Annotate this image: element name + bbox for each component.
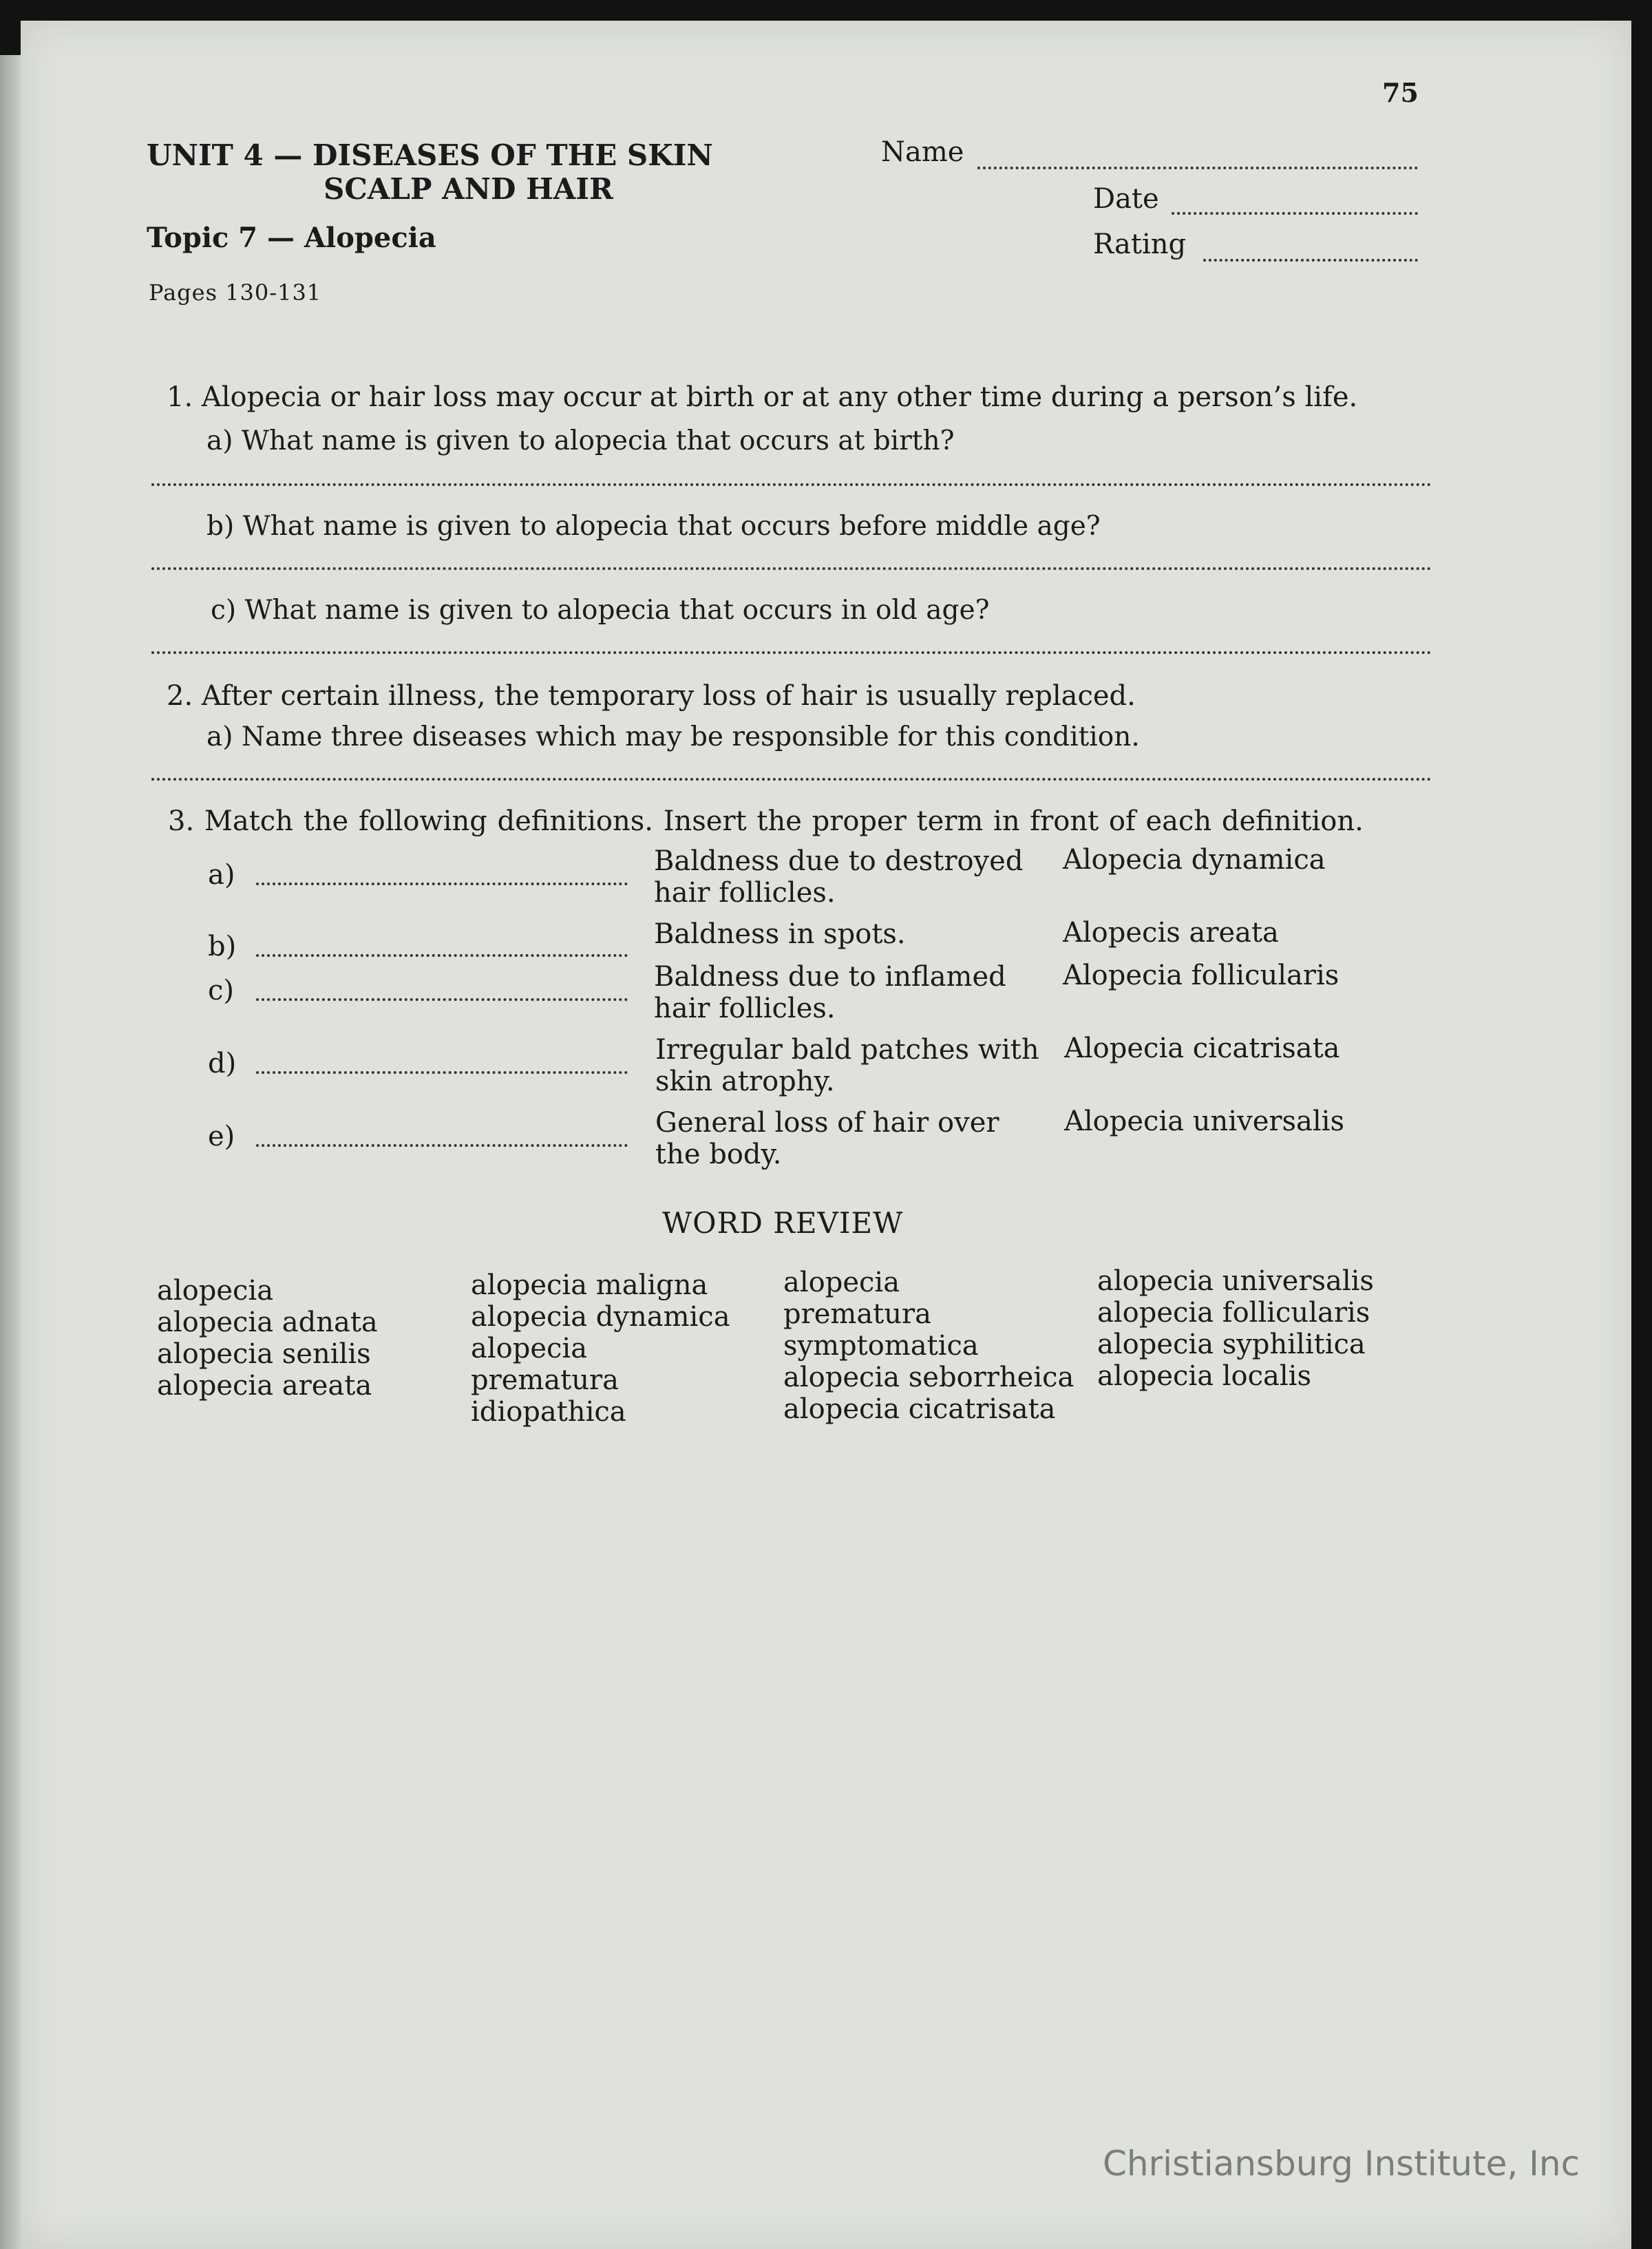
match-term: Alopecia dynamica bbox=[1063, 844, 1326, 876]
word-review-term: alopecia seborrheica bbox=[783, 1362, 1074, 1393]
answer-line-1b[interactable] bbox=[151, 567, 1432, 570]
match-definition: Baldness in spots. bbox=[654, 918, 906, 950]
word-review-term: alopecia follicularis bbox=[1097, 1297, 1370, 1329]
word-review-term: alopecia localis bbox=[1097, 1360, 1311, 1392]
rating-field-line[interactable] bbox=[1203, 259, 1418, 262]
topic-title: Topic 7 — Alopecia bbox=[147, 222, 436, 254]
question-3-text: 3. Match the following definitions. Insert the proper term in front of each definition. bbox=[168, 805, 1364, 837]
word-review-term: alopecia universalis bbox=[1097, 1265, 1374, 1297]
answer-line-2a[interactable] bbox=[151, 778, 1432, 781]
match-letter: d) bbox=[208, 1048, 237, 1079]
rating-label: Rating bbox=[1093, 229, 1187, 260]
match-definition: General loss of hair over the body. bbox=[655, 1107, 999, 1170]
word-review-term: alopecia dynamica bbox=[471, 1301, 730, 1333]
match-answer-line-c[interactable] bbox=[256, 998, 628, 1001]
question-2-text: 2. After certain illness, the temporary loss of hair is usually replaced. bbox=[167, 680, 1136, 712]
pages-reference: Pages 130-131 bbox=[149, 279, 322, 306]
answer-line-1a[interactable] bbox=[151, 483, 1432, 486]
word-review-term: alopecia senilis bbox=[157, 1338, 371, 1370]
name-label: Name bbox=[881, 136, 964, 168]
answer-line-1c[interactable] bbox=[151, 651, 1432, 654]
unit-title-line2: SCALP AND HAIR bbox=[324, 172, 613, 206]
word-review-heading: WORD REVIEW bbox=[662, 1206, 904, 1240]
match-letter: e) bbox=[208, 1121, 235, 1152]
match-term: Alopecis areata bbox=[1063, 917, 1279, 949]
question-1b-text: b) What name is given to alopecia that occurs before middle age? bbox=[206, 511, 1101, 542]
name-field-line[interactable] bbox=[977, 167, 1418, 169]
match-answer-line-e[interactable] bbox=[256, 1144, 628, 1147]
word-review-column-1 bbox=[157, 1275, 378, 1402]
match-letter: a) bbox=[208, 859, 235, 891]
match-definition: Irregular bald patches with skin atrophy. bbox=[655, 1034, 1039, 1097]
word-review-term: alopecia prematura symptomatica bbox=[783, 1267, 979, 1362]
question-1c-text: c) What name is given to alopecia that occurs in old age? bbox=[211, 595, 990, 626]
word-review-column-2 bbox=[471, 1269, 760, 1428]
word-review-term: alopecia bbox=[157, 1275, 274, 1307]
question-1a-text: a) What name is given to alopecia that occurs at birth? bbox=[206, 425, 955, 456]
word-review-column-3 bbox=[783, 1267, 1079, 1425]
word-review-term: alopecia cicatrisata bbox=[783, 1393, 1056, 1425]
question-2a-text: a) Name three diseases which may be responsible for this condition. bbox=[206, 721, 1140, 752]
match-term: Alopecia cicatrisata bbox=[1064, 1033, 1340, 1064]
match-definition: Baldness due to destroyed hair follicles. bbox=[654, 845, 1024, 909]
match-term: Alopecia universalis bbox=[1064, 1106, 1344, 1137]
word-review-column-4 bbox=[1097, 1265, 1374, 1392]
match-answer-line-d[interactable] bbox=[256, 1071, 628, 1074]
word-review-term: alopecia maligna bbox=[471, 1269, 708, 1301]
match-definition: Baldness due to inflamed hair follicles. bbox=[654, 961, 1006, 1024]
match-letter: b) bbox=[208, 931, 237, 962]
watermark-text: Christiansburg Institute, Inc bbox=[1103, 2144, 1580, 2184]
date-field-line[interactable] bbox=[1172, 212, 1418, 215]
match-answer-line-b[interactable] bbox=[256, 954, 628, 957]
word-review-term: alopecia syphilitica bbox=[1097, 1329, 1366, 1360]
unit-title-line1: UNIT 4 — DISEASES OF THE SKIN bbox=[147, 138, 713, 172]
question-1-text: 1. Alopecia or hair loss may occur at birth or at any other time during a person’s life. bbox=[167, 381, 1358, 413]
page-number: 75 bbox=[1382, 77, 1419, 108]
word-review-term: alopecia adnata bbox=[157, 1307, 378, 1338]
word-review-term: alopecia prematura idiopathica bbox=[471, 1333, 626, 1428]
worksheet-page bbox=[21, 21, 1631, 2249]
word-review-term: alopecia areata bbox=[157, 1370, 372, 1402]
match-term: Alopecia follicularis bbox=[1063, 960, 1339, 991]
date-label: Date bbox=[1093, 183, 1159, 215]
match-letter: c) bbox=[208, 975, 235, 1006]
match-answer-line-a[interactable] bbox=[256, 883, 628, 885]
